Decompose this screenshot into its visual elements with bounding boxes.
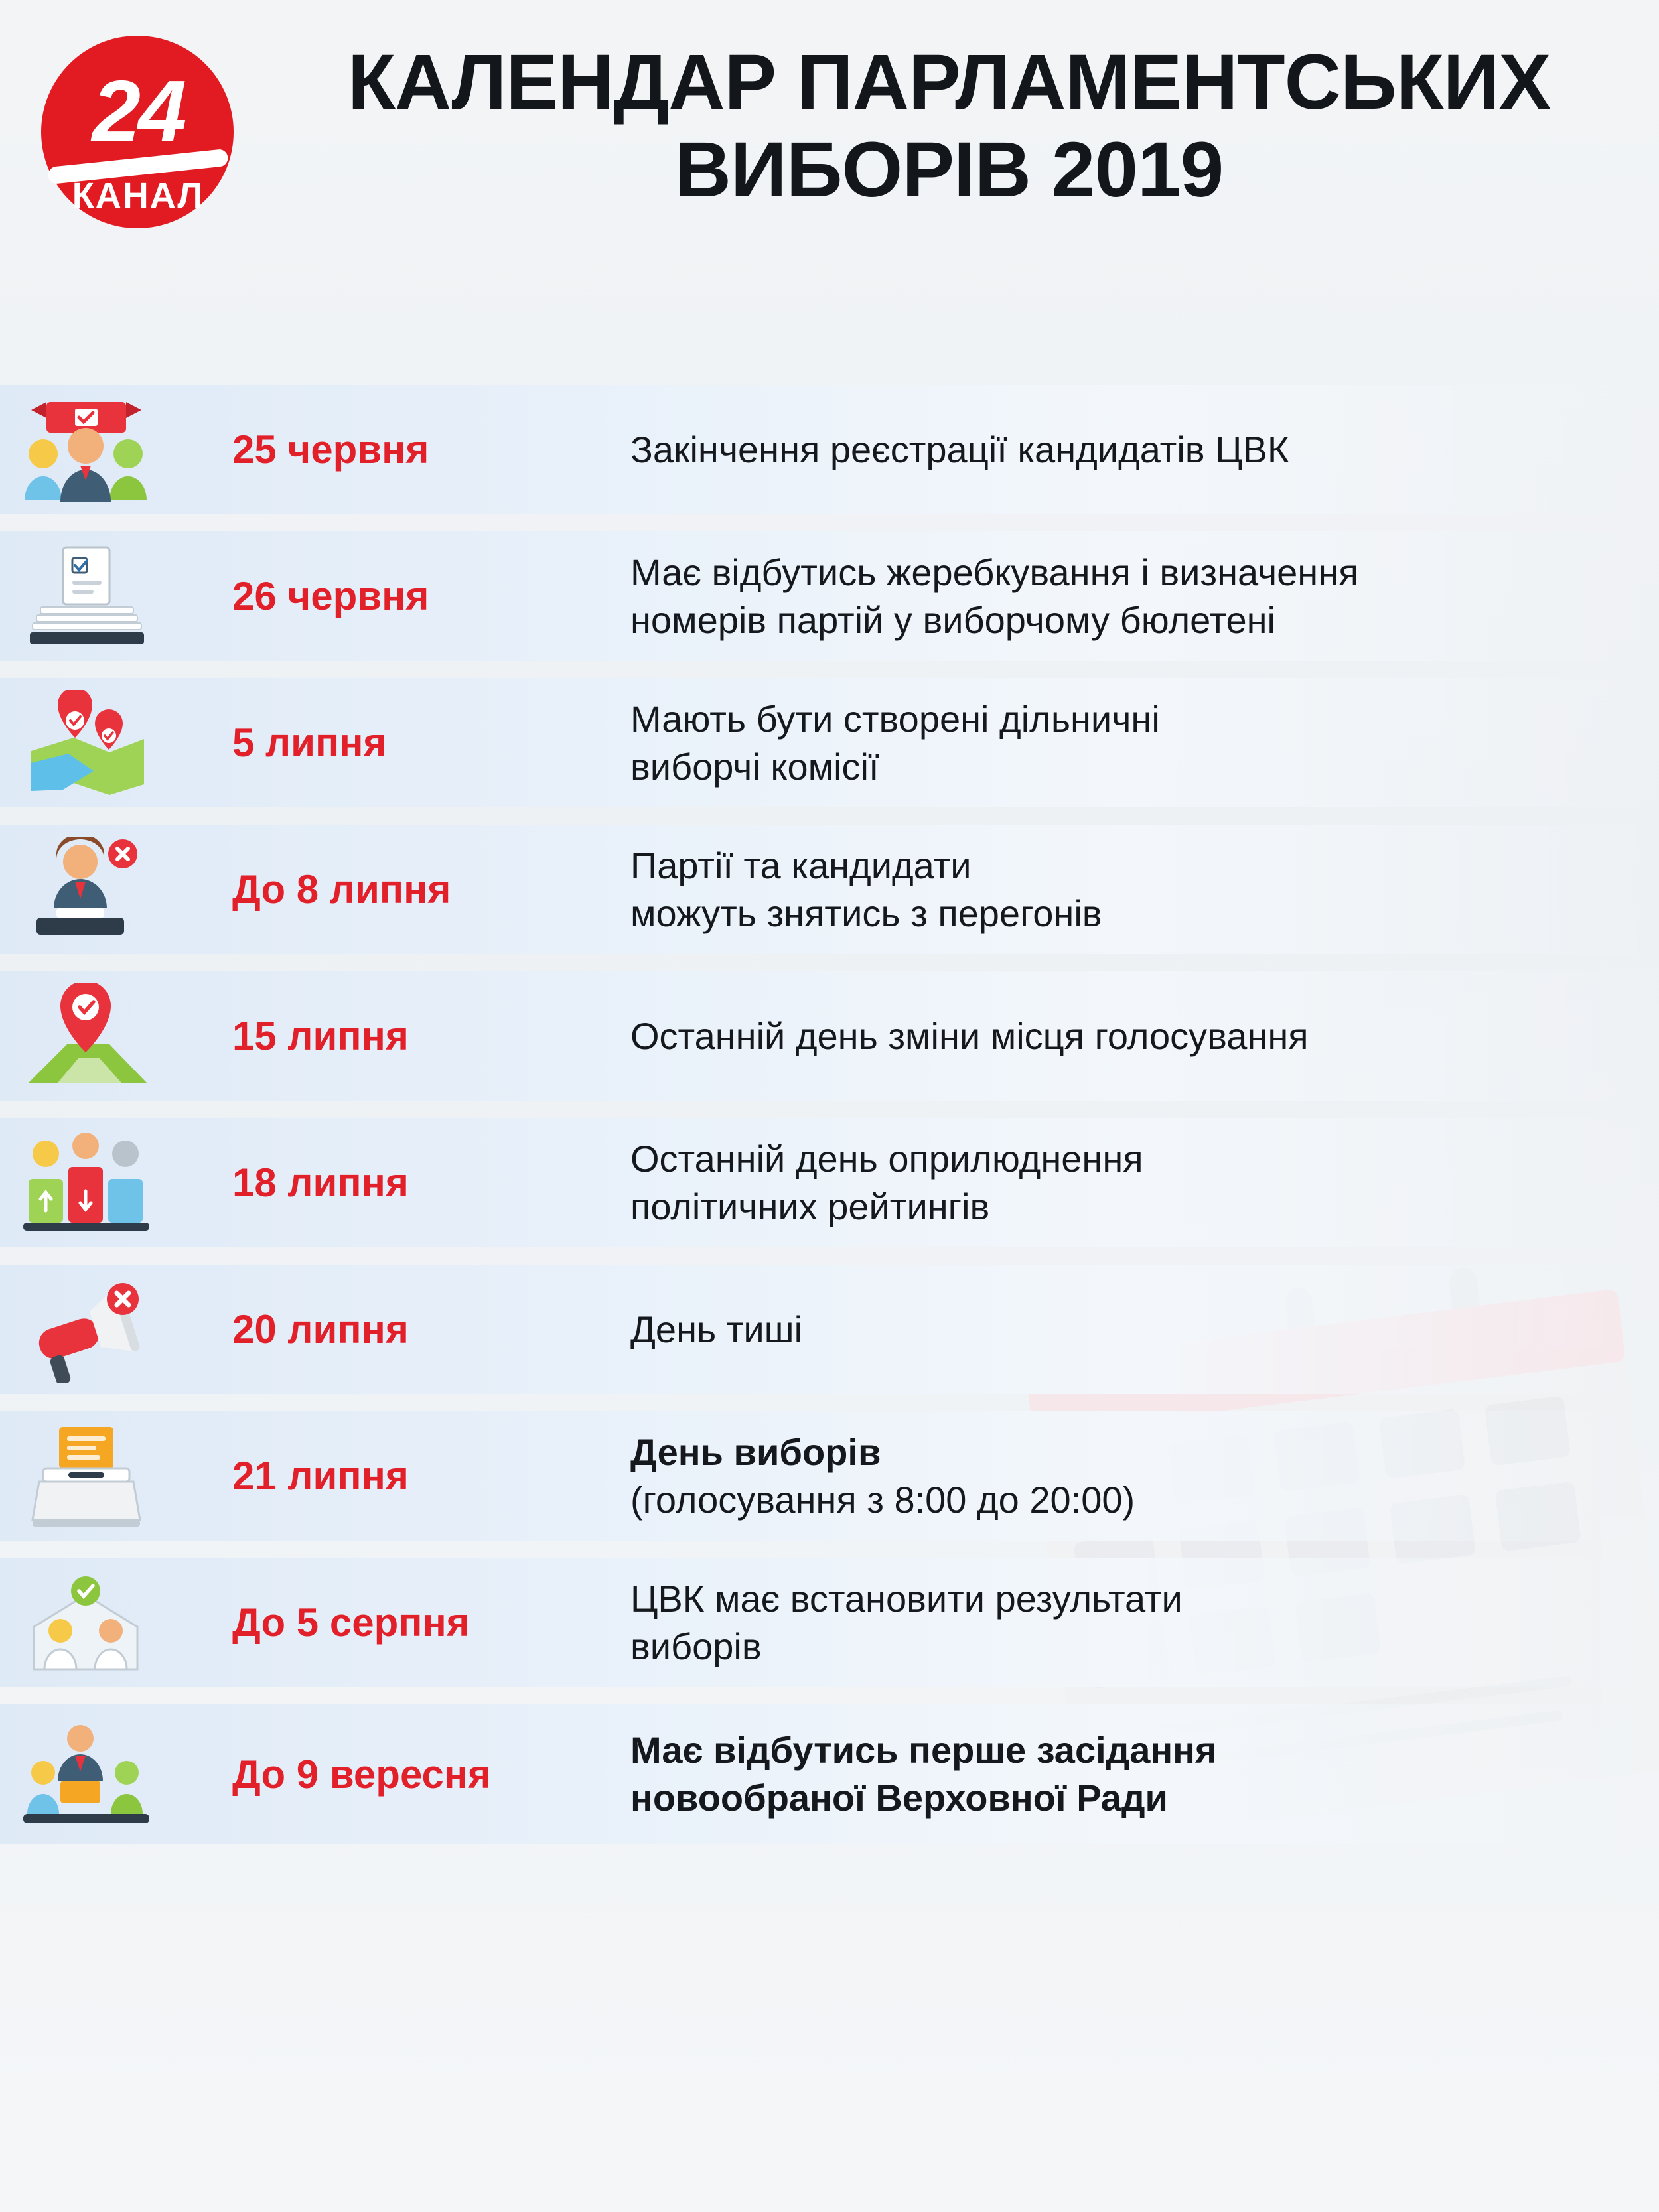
row-date: До 8 липня xyxy=(232,867,451,912)
timeline-row xyxy=(0,1704,1659,1844)
row-date: 26 червня xyxy=(232,574,429,618)
row-icon-cell xyxy=(0,1558,173,1687)
location-pin-icon xyxy=(17,983,156,1089)
candidate-withdraw-icon xyxy=(17,837,156,943)
page-header xyxy=(0,0,1659,219)
timeline-row xyxy=(0,971,1659,1101)
row-date: 25 червня xyxy=(232,427,429,472)
row-icon-cell xyxy=(0,385,173,514)
row-text-line: Партії та кандидати xyxy=(630,844,972,886)
brand-logo-24-kanal xyxy=(28,28,234,234)
row-text-line: можуть знятись з перегонів xyxy=(630,892,1102,934)
row-text xyxy=(630,426,1659,474)
row-text xyxy=(630,1575,1659,1670)
logo-number: 24 xyxy=(92,62,184,160)
row-date: 21 липня xyxy=(232,1454,409,1498)
parliament-session-icon xyxy=(17,1721,156,1827)
row-text-line: День виборів xyxy=(630,1430,881,1473)
row-text-line: Мають бути створені дільничні xyxy=(630,697,1160,740)
row-text-line: номерів партій у виборчому бюлетені xyxy=(630,598,1275,641)
ballot-documents-icon xyxy=(17,543,156,650)
row-text-line: ЦВК має встановити результати xyxy=(630,1577,1183,1620)
row-text xyxy=(630,1428,1659,1523)
row-icon-cell xyxy=(0,678,173,807)
timeline-row xyxy=(0,531,1659,661)
map-pins-icon xyxy=(17,690,156,796)
row-text xyxy=(630,1135,1659,1230)
row-text-line: Останній день зміни місця голосування xyxy=(630,1014,1309,1057)
row-text xyxy=(630,1306,1659,1353)
timeline-row xyxy=(0,385,1659,514)
timeline-row xyxy=(0,678,1659,807)
megaphone-silence-icon xyxy=(17,1277,156,1383)
row-text-line: Має відбутись перше засідання xyxy=(630,1729,1217,1771)
row-text xyxy=(630,842,1659,937)
row-text-line: новообраної Верховної Ради xyxy=(630,1777,1168,1819)
row-icon-cell xyxy=(0,1704,173,1844)
row-icon-cell xyxy=(0,1118,173,1247)
timeline-list xyxy=(0,385,1659,1844)
timeline-row xyxy=(0,1118,1659,1247)
row-icon-cell xyxy=(0,825,173,954)
row-date: 15 липня xyxy=(232,1014,409,1058)
row-date: 18 липня xyxy=(232,1160,409,1205)
ratings-chart-icon xyxy=(17,1130,156,1236)
row-icon-cell xyxy=(0,531,173,661)
row-text-line: (голосування з 8:00 до 20:00) xyxy=(630,1478,1135,1521)
row-text xyxy=(630,549,1659,644)
timeline-row xyxy=(0,1558,1659,1687)
page-title: КАЛЕНДАР ПАРЛАМЕНТСЬКИХ ВИБОРІВ 2019 xyxy=(347,38,1551,214)
row-date: 20 липня xyxy=(232,1307,409,1351)
results-scales-icon xyxy=(17,1570,156,1676)
logo-word: КАНАЛ xyxy=(72,176,204,216)
row-text xyxy=(630,1726,1659,1821)
row-date: 5 липня xyxy=(232,721,387,765)
row-date: До 9 вересня xyxy=(232,1752,492,1797)
row-text-line: виборів xyxy=(630,1625,762,1667)
timeline-row xyxy=(0,825,1659,954)
row-text-line: виборчі комісії xyxy=(630,745,879,788)
timeline-row xyxy=(0,1265,1659,1394)
row-text xyxy=(630,1012,1659,1060)
row-text-line: Закінчення реєстрації кандидатів ЦВК xyxy=(630,428,1289,470)
row-icon-cell xyxy=(0,1411,173,1541)
row-text-line: День тиші xyxy=(630,1308,803,1350)
row-text-line: Останній день оприлюднення xyxy=(630,1137,1143,1180)
row-date: До 5 серпня xyxy=(232,1600,470,1645)
ballot-box-icon xyxy=(17,1423,156,1529)
row-icon-cell xyxy=(0,971,173,1101)
row-text xyxy=(630,695,1659,790)
row-icon-cell xyxy=(0,1265,173,1394)
row-text-line: політичних рейтингів xyxy=(630,1185,990,1227)
row-text-line: Має відбутись жеребкування і визначення xyxy=(630,551,1359,593)
candidates-registration-icon xyxy=(17,397,156,503)
timeline-row xyxy=(0,1411,1659,1541)
